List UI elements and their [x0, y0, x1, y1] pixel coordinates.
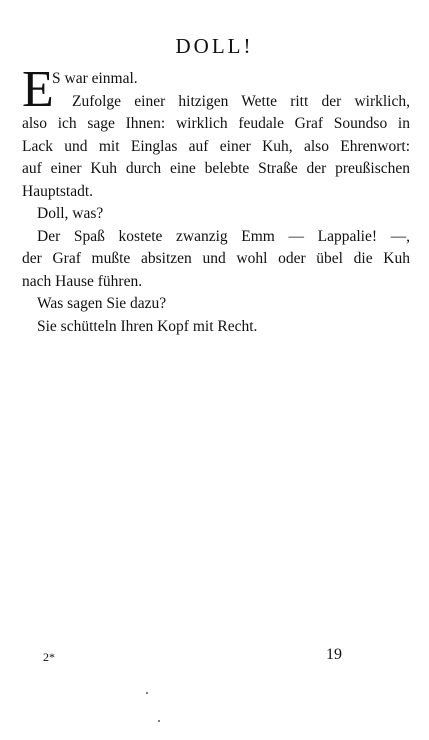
text-line: Was sagen Sie dazu?	[37, 295, 167, 312]
print-speck	[146, 692, 148, 694]
text-line: der Graf mußte absitzen und wohl oder übel die Kuh	[22, 250, 410, 267]
text-line: Der Spaß kostete zwanzig Emm — Lappalie! —,	[37, 227, 410, 245]
text-line: also ich sage Ihnen: wirklich feudale Graf Soundso in	[22, 115, 410, 132]
text-line: Sie schütteln Ihren Kopf mit Recht.	[37, 317, 258, 335]
text-line: Doll, was?	[37, 205, 104, 222]
text-line: Lack und mit Einglas auf einer Kuh, also Ehrenwort:	[22, 137, 410, 155]
text-line: nach Hause führen.	[22, 272, 143, 290]
signature-mark: 2*	[43, 650, 55, 664]
body-text	[22, 61, 410, 338]
page-number: 19	[326, 646, 342, 663]
text-line: S war einmal.	[52, 70, 138, 87]
print-speck	[158, 720, 160, 722]
drop-cap: E	[22, 61, 54, 118]
opening-paragraph-start	[22, 61, 410, 118]
text-line: auf einer Kuh durch eine belebte Straße der preußischen	[22, 160, 410, 177]
text-line: Zufolge einer hitzigen Wette ritt der wirklich,	[72, 92, 410, 110]
chapter-title: DOLL!	[175, 34, 254, 58]
text-line: Hauptstadt.	[22, 182, 94, 200]
